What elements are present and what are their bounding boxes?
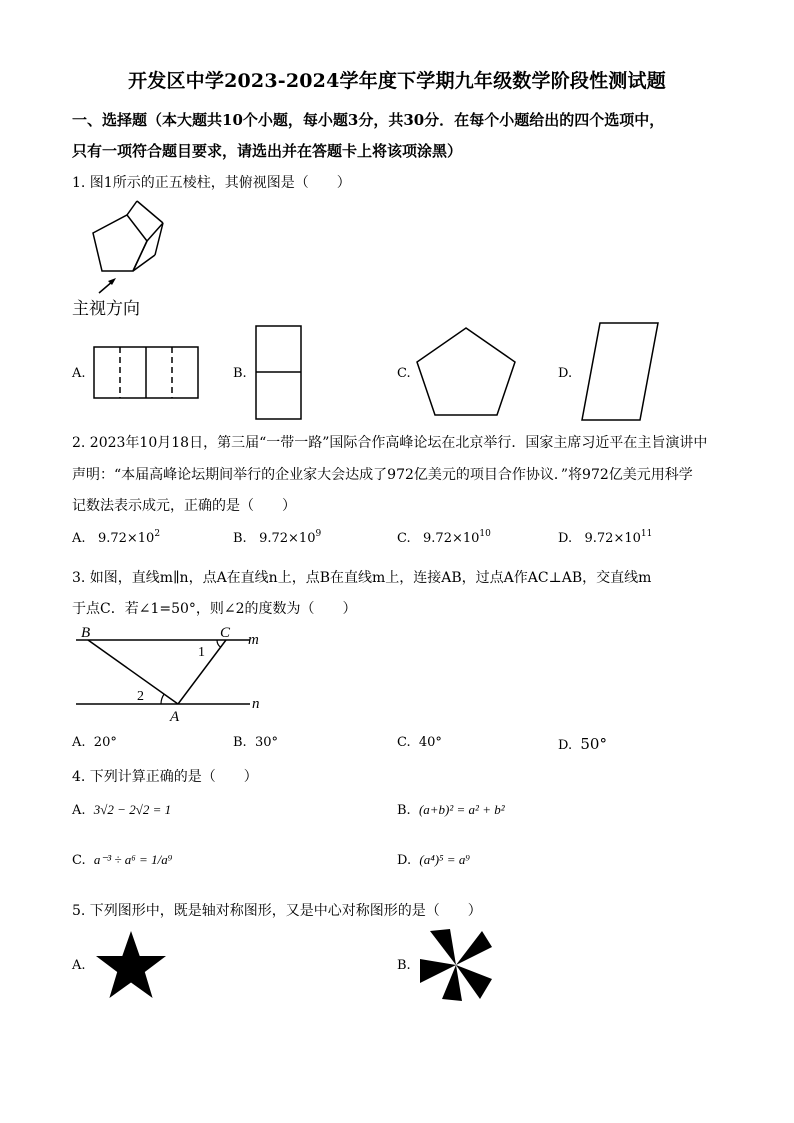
q2-option-c-label: C. xyxy=(397,531,411,546)
label-a: A xyxy=(170,709,180,725)
q4-option-d-expr: (a⁴)⁵ = a⁹ xyxy=(419,852,470,867)
q5-stem: 5. 下列图形中，既是轴对称图形，又是中心对称图形的是（ ） xyxy=(72,903,482,919)
label-b: B xyxy=(81,625,91,641)
label-n: n xyxy=(252,696,260,712)
q3-line2: 于点C．若∠1=50°，则∠2的度数为（ ） xyxy=(72,601,357,617)
q3-option-d[interactable] xyxy=(558,735,607,753)
pentagonal-prism-figure xyxy=(85,195,195,295)
label-angle-2: 2 xyxy=(137,689,144,704)
q5-option-b[interactable]: B. xyxy=(397,958,411,973)
q3-line1: 3. 如图，直线m∥n，点A在直线n上，点B在直线m上，连接AB，过点A作AC⊥AB，交直线m xyxy=(72,570,652,586)
label-angle-1: 1 xyxy=(198,645,205,660)
pinwheel-figure xyxy=(418,929,494,1001)
q1-option-a[interactable]: A. xyxy=(72,366,86,381)
q4-stem: 4. 下列计算正确的是（ ） xyxy=(72,769,258,785)
q3-option-d-label: D. xyxy=(558,738,573,753)
q2-line1: 2. 2023年10月18日，第三届“一带一路”国际合作高峰论坛在北京举行．国家主席习近平在主旨演讲中 xyxy=(72,435,708,451)
q1-option-a-figure xyxy=(93,346,199,400)
q2-option-a-base: 9.72×10 xyxy=(97,531,155,546)
q4-option-c[interactable] xyxy=(72,852,172,868)
q2-option-a-exp: 2 xyxy=(154,529,161,539)
parallel-lines-figure xyxy=(70,620,280,725)
q4-option-b-label: B. xyxy=(397,803,411,818)
q5-option-a[interactable]: A. xyxy=(72,958,86,973)
q1-option-d-figure xyxy=(580,321,660,423)
q2-option-a[interactable] xyxy=(72,531,160,546)
label-m: m xyxy=(248,632,259,648)
q1-option-c-figure xyxy=(416,326,518,418)
q3-option-b[interactable] xyxy=(233,735,278,750)
q2-option-c-exp: 10 xyxy=(479,529,491,539)
label-c: C xyxy=(220,625,231,641)
five-point-star-figure xyxy=(95,930,167,1000)
q1-option-b[interactable]: B. xyxy=(233,366,247,381)
page-title: 开发区中学2023-2024学年度下学期九年级数学阶段性测试题 xyxy=(128,70,666,92)
q2-option-c[interactable] xyxy=(397,531,491,546)
q2-option-d-label: D. xyxy=(558,531,573,546)
q1-stem: 1. 图1所示的正五棱柱，其俯视图是（ ） xyxy=(72,175,351,191)
q1-option-c[interactable]: C. xyxy=(397,366,411,381)
q4-option-b-expr: (a+b)² = a² + b² xyxy=(418,802,505,817)
q4-option-d-label: D. xyxy=(397,853,412,868)
q3-option-b-label: B. xyxy=(233,735,247,750)
q3-option-a-label: A. xyxy=(72,735,86,750)
q4-option-a-label: A. xyxy=(72,803,86,818)
q1-option-d[interactable]: D. xyxy=(558,366,573,381)
q4-option-c-expr: a⁻³ ÷ a⁶ = 1/a⁹ xyxy=(93,852,173,867)
q4-option-d[interactable] xyxy=(397,852,470,868)
section-heading-line2: 只有一项符合题目要求，请选出并在答题卡上将该项涂黑） xyxy=(72,142,463,160)
q1-option-b-figure xyxy=(255,325,303,421)
q2-option-d[interactable] xyxy=(558,531,652,546)
q4-option-a[interactable] xyxy=(72,802,171,818)
q3-option-c[interactable] xyxy=(397,735,442,750)
q2-option-c-base: 9.72×10 xyxy=(423,531,480,546)
view-direction-label: 主视方向 xyxy=(72,299,140,319)
q4-option-c-label: C. xyxy=(72,853,86,868)
q3-option-a-value: 20° xyxy=(93,735,117,750)
q2-option-b[interactable] xyxy=(233,531,321,546)
q3-option-d-value: 50° xyxy=(580,735,607,753)
q2-line2: 声明：“本届高峰论坛期间举行的企业家大会达成了972亿美元的项目合作协议．”将972亿美元用科学 xyxy=(72,467,693,483)
q2-option-b-exp: 9 xyxy=(315,529,322,539)
q2-option-b-label: B. xyxy=(233,531,247,546)
q4-option-a-expr: 3√2 − 2√2 = 1 xyxy=(93,802,172,817)
q3-option-b-value: 30° xyxy=(254,735,278,750)
q2-option-d-base: 9.72×10 xyxy=(584,531,641,546)
q3-option-a[interactable] xyxy=(72,735,117,750)
q3-option-c-value: 40° xyxy=(418,735,442,750)
q2-option-a-label: A. xyxy=(72,531,86,546)
section-heading-line1: 一、选择题（本大题共10个小题，每小题3分，共30分．在每个小题给出的四个选项中， xyxy=(72,111,665,129)
q4-option-b[interactable] xyxy=(397,802,505,818)
q2-option-b-base: 9.72×10 xyxy=(259,531,316,546)
q2-option-d-exp: 11 xyxy=(640,529,653,539)
q2-line3: 记数法表示成元，正确的是（ ） xyxy=(72,498,296,514)
q3-option-c-label: C. xyxy=(397,735,411,750)
